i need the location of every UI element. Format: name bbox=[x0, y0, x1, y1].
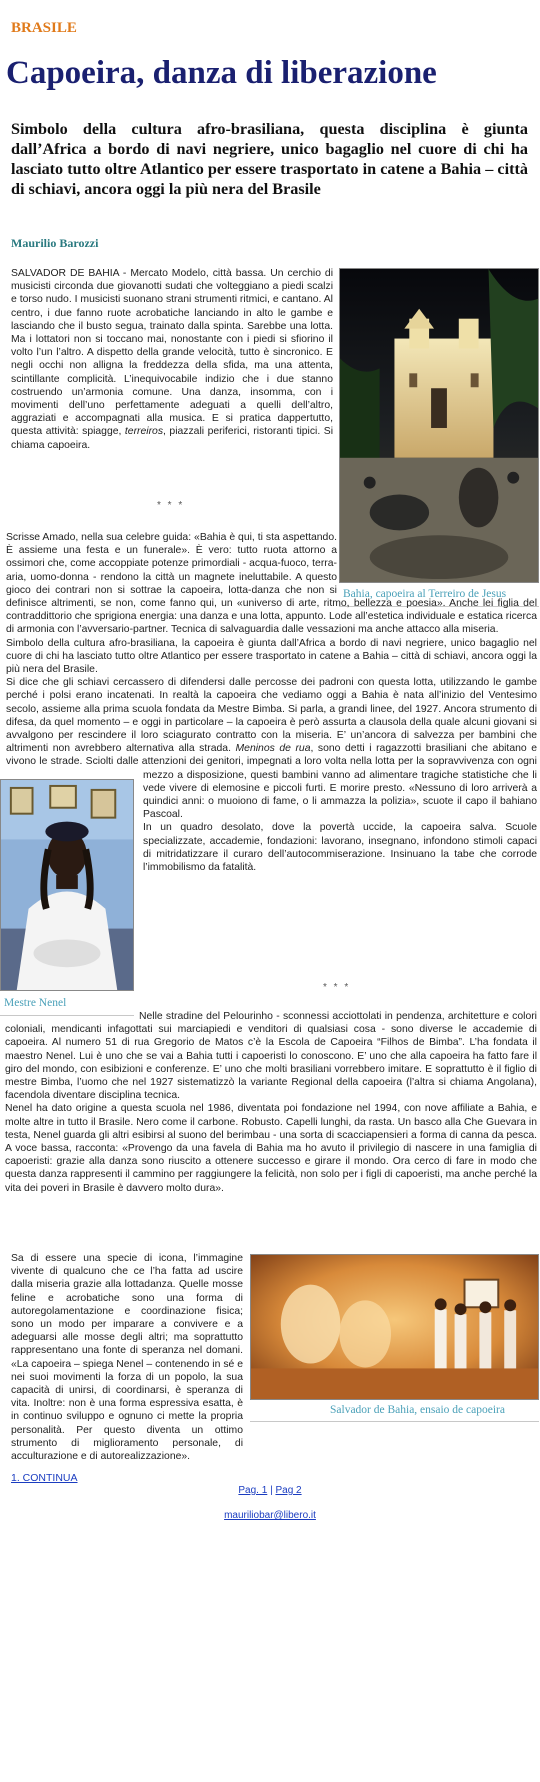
article-author: Maurilio Barozzi bbox=[11, 236, 99, 250]
paragraph-italic: Meninos de rua bbox=[235, 743, 311, 755]
photo-nenel-image bbox=[1, 780, 133, 990]
photo-terreiro-caption: Bahia, capoeira al Terreiro de Jesus bbox=[343, 588, 507, 600]
photo-ensaio-caption: Salvador de Bahia, ensaio de capoeira bbox=[330, 1404, 505, 1416]
article-lead bbox=[11, 267, 333, 452]
article-section-four bbox=[11, 1252, 243, 1463]
page-2-link[interactable]: Pag 2 bbox=[275, 1485, 302, 1496]
article-title: Capoeira, danza di liberazione bbox=[6, 55, 437, 91]
author-email bbox=[0, 1510, 540, 1521]
lead-text: - Mercato Modelo, città bassa. Un cerchio di musicisti circonda due giovanotti sudati che volteggiano a piedi scalzi e torso nudo. I musicisti suonano strani strumenti ritmici, e cantano. Al centro, i due fanno ruote acrobatiche lanciando in alto le gambe e lasciando che il busto segua, trainato dalla spinta. Sarebbe una lotta. Ma i lottatori non si toccano mai, nonostante con i piedi si sfiorino il volto l’un l’altro. A dispetto della grande velocità, tutto è sincronico. E negli occhi non alligna la freddezza della sfida, ma una attenta, scintillante complicità. L’inequivocabile indizio che i due stanno costruendo un’armonia comune. Una danza, insomma, con i movimenti dell’uno perfettamente adeguati a quelli dell’altro, aggraziati e accompagnati alla musica. E si pratica dappertutto, questa attività: spiagge, bbox=[11, 268, 333, 438]
section-kicker: BRASILE bbox=[11, 20, 77, 36]
lead-place: SALVADOR DE BAHIA bbox=[11, 268, 119, 279]
article-subtitle: Simbolo della cultura afro-brasiliana, questa disciplina è giunta dall’Africa a bordo di navi negriere, unico bagaglio nel cuore di chi ha lasciato tutto oltre Atlantico per essere trasportato in catene a Bahia – città di schiavi, ancora oggi la più nera del Brasile bbox=[11, 120, 528, 198]
lead-paragraph bbox=[11, 267, 333, 452]
paragraph: Sa di essere una specie di icona, l’immagine vivente di qualcuno che ce l’ha fatta ad uscire dalla miseria grazie alla lottadanza. Quelle mosse feline e acrobatiche sono una forma di autoregolamentazione e coordinazione fisica; sono un modo per imparare a convivere e a adeguarsi alle mosse degli altri; ma soprattutto rappresentano una fonte di speranza nel domani. «La capoeira – spiega Nenel – contenendo in sé e nei suoi movimenti la forza di un popolo, la sua capacità di unirsi, di coordinarsi, è speranza di vita. Inoltre: non è una forma espressiva esatta, è in continuo sviluppo e ognuno ci mette la propria personalità. Per questo diventa un ottimo strumento di miglioramento personale, di acculturazione e di autorealizzazione». bbox=[11, 1253, 243, 1463]
photo-ensaio-capoeira bbox=[250, 1254, 539, 1400]
paragraph: Scrisse Amado, nella sua celebre guida: «Bahia è qui, ti sta aspettando. È assieme una festa e un funerale». È vero: tutto ruota attorno a ossimori che, come accoppiate potenze primordiali - acqua-fuoco, terra-aria, uomo-donna - rendono la città un magnete ineluttabile. A questo gioco dei contrari non si sottrae la capoeira, lotta-danza che non si definisce altrimenti, se non, come fanno qui, un «universo di arte, ritmo, bellezza e poesia». Anche lei figlia del contraddittorio che sprigiona energia: una danza e una lotta, appunto. Lode all’estetica individuale e estatica ricerca di armonia con l’avversario-partner. Tecnica di salvaguardia dalle vessazioni ma anche attacco alla miseria. bbox=[6, 532, 537, 636]
photo-mestre-nenel bbox=[0, 779, 134, 991]
lead-end: , piazzali periferici, ristoranti tipici. Si chiama capoeira. bbox=[11, 426, 333, 451]
photo-ensaio-image bbox=[251, 1255, 538, 1399]
page-1-link[interactable]: Pag. 1 bbox=[238, 1485, 268, 1496]
page-divider: | bbox=[267, 1485, 276, 1496]
paragraph: Simbolo della cultura afro-brasiliana, la capoeira è giunta dall’Africa a bordo di navi negriere, unico bagaglio nel cuore di chi ha lasciato tutto oltre Atlantico per essere trasportato in catene a Bahia – città di schiavi, ancora oggi la più nera del Brasile. bbox=[6, 637, 537, 676]
paragraph: Nenel ha dato origine a questa scuola nel 1986, diventata poi fondazione nel 1994, con nove affiliate a Bahia, e molte altre in tutto il Brasile. Nero come il carbone. Robusto. Capelli lunghi, da rasta. Un basco alla Che Guevara in testa, Nenel guarda gli altri esibirsi al suono del berimbau - una sorta di scacciapensieri a forma di canna da pesca. A voce bassa, racconta: «Provengo da una favela di Bahia ma ho avuto il privilegio di nascere in una famiglia di capoeristi: grazie alla danza sono riuscito a ottenere successo e girare il mondo. Ora cerco di fare in modo che questa danza rappresenti il cammino per raggiungere la felicità, non solo per i figli di capoeristi, ma anche perché la vita dei poveri in Brasile è davvero molto dura». bbox=[5, 1103, 537, 1194]
lead-italic: terreiros bbox=[124, 426, 164, 438]
email-link[interactable]: mauriliobar@libero.it bbox=[224, 1510, 316, 1521]
photo-ensaio-caption-rule bbox=[250, 1421, 539, 1422]
section-separator: * * * bbox=[323, 982, 351, 993]
paragraph: In un quadro desolato, dove la povertà uccide, la capoeira salva. Scuole specializzate, accademie, fondazioni: lavorano, insegnano, infondono stimoli capaci di mitridatizzare il curaro dell’autocommiserazione. Insinuano la tabe che corrode l’immobilismo da fatalità. bbox=[143, 822, 537, 874]
photo-nenel-caption: Mestre Nenel bbox=[4, 997, 67, 1009]
paragraph-text: Si dice che gli schiavi cercassero di difendersi dalle percosse dei padroni con questa lotta, utilizzando le gambe perché i polsi erano incatenati. In realtà la capoeira che vediamo oggi a Bahia è nata all’inizio del Ventesimo secolo, assieme alla prima scuola fondata da Mestre Bimba. Si parla, a grandi linee, del 1927. Ancora strumento di difesa, da quel momento – e oggi in particolare – la capoeira è però assurta a clausola della quale alcuni giovani si avvalgono per rescindere il loro sciagurato contratto con la miseria. E’ un’ancora di salvezza per bambini che altrimenti non avrebbero alternativa alla strada. bbox=[6, 677, 537, 755]
page-navigation bbox=[0, 1485, 540, 1496]
section-separator: * * * bbox=[157, 500, 185, 511]
article-section-three bbox=[5, 1010, 537, 1195]
continua-link[interactable]: 1. CONTINUA bbox=[11, 1472, 78, 1484]
paragraph-text: , sono detti i ragazzotti brasiliani che abitano e vivono le strade. Sciolti dalle attenzioni dei genitori, impegnati a loro volta nella lotta per la sopravvivenza con ogni mezzo a disposizione, questi bambini vanno ad alimentare tragiche statistiche che li vede vivere di elemosine e piccoli furti. E morire presto. «Nessuno di loro arriverà a quindici anni: o muoiono di fame, o li ammazza la polizia», scuote il capo il bahiano Pascoal. bbox=[6, 743, 537, 821]
paragraph: Nelle stradine del Pelourinho - sconnessi acciottolati in pendenza, architetture e colori coloniali, mendicanti infagottati sui marciapiedi e venditori di qualsiasi cosa - sono diverse le accademie di capoeira. Al numero 51 di rua Gregorio de Matos c’è la Escola de Capoeira “Filhos de Bimba”. L’ha fondata il maestro Nenel. Lui è uno che se vai a Bahia tutti i capoeristi lo conoscono. E’ uno che alla capoeira ha fatto fare il giro del mondo, con esibizioni e conferenze. E’ uno che molti brasiliani vorrebbero imitare. E soprattutto è il figlio di mestre Bimba, l’uomo che nel 1927 sistematizzò la variante Regional della capoeira (l’altra si chiama Angolana), facendola diventare disciplina tecnica. bbox=[5, 1011, 537, 1102]
